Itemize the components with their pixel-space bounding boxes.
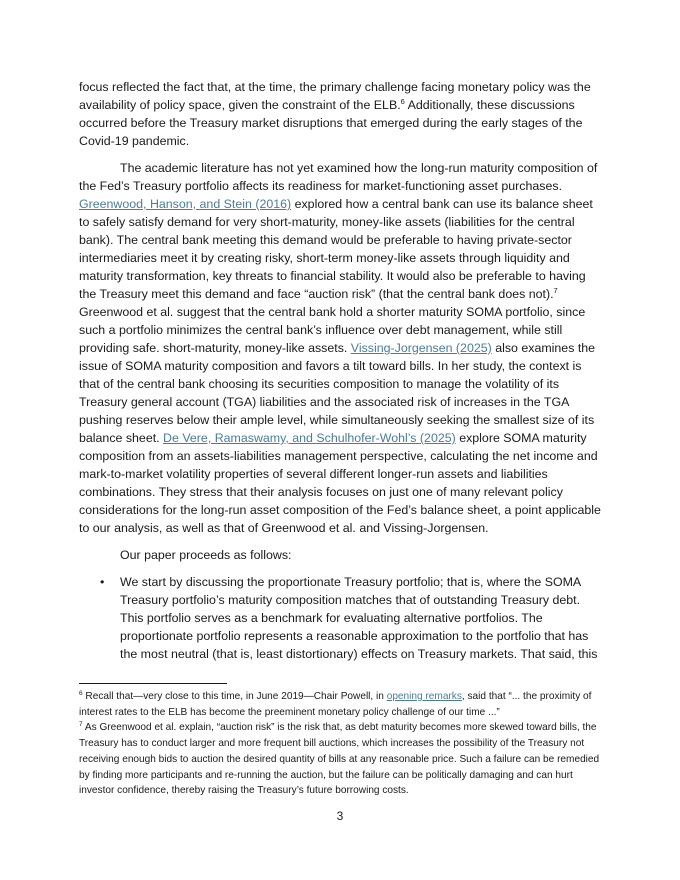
footnote-7 (79, 720, 603, 799)
footnotes (79, 689, 603, 799)
footnote-text: , said that “... the proximity of interest rates to the ELB has become the preeminent monetary policy challenge of our time ...” (79, 691, 592, 718)
page-body (79, 78, 601, 663)
paragraph-text: focus reflected the fact that, at the time, the primary challenge facing monetary policy was the availability of policy space, given the constraint of the ELB. (79, 80, 591, 112)
footnote-text: Recall that—very close to this time, in June 2019—Chair Powell, in (82, 691, 387, 702)
footnote-number: 7 (79, 721, 83, 729)
citation-link-vissing-jorgensen[interactable]: Vissing-Jorgensen (2025) (350, 341, 492, 355)
paragraph-2 (79, 159, 601, 537)
paragraph-text: The academic literature has not yet examined how the long-run maturity composition of the Fed’s Treasury portfolio affects its readiness for market-functioning asset purchases. (79, 161, 598, 193)
list-item-text: We start by discussing the proportionate Treasury portfolio; that is, where the SOMA Treasury portfolio’s maturity composition matches that of outstanding Treasury debt. This portfolio serves as a benchmark for evaluating alternative portfolios. The proportionate portfolio represents a reasonable approximation to the portfolio that has the most neutral (that is, least distortionary) effects on Treasury markets. That said, this (120, 575, 598, 661)
paragraph-text: Additionally, these discussions occurred before the Treasury market disruptions that emerged during the early stages of the Covid-19 pandemic. (79, 98, 583, 148)
citation-link-de-vere-ramaswamy-schulhofer-wohl[interactable]: De Vere, Ramaswamy, and Schulhofer-Wohl’s (2025) (163, 431, 456, 445)
list-item (79, 573, 601, 663)
paragraph-text: explored how a central bank can use its balance sheet to safely satisfy demand for very short-maturity, money-like assets (liabilities for the central bank). The central bank meeting this demand would be preferable to having private-sector intermediaries meet it by creating risky, short-term money-like assets through liquidity and maturity transformation, key threats to financial stability. It would also be preferable to having the Treasury meet this demand and face “auction risk” (that the central bank does not). (79, 197, 593, 301)
footnote-ref-7[interactable]: 7 (553, 286, 558, 295)
bullet-list (79, 573, 601, 663)
paragraph-1 (79, 78, 601, 150)
opening-remarks-link[interactable]: opening remarks (386, 691, 462, 702)
bullet-icon: • (100, 575, 105, 589)
page-number: 3 (336, 809, 344, 823)
citation-link-greenwood-hanson-stein[interactable]: Greenwood, Hanson, and Stein (2016) (79, 197, 292, 211)
footnote-6 (79, 689, 603, 720)
paragraph-3: Our paper proceeds as follows: (120, 548, 292, 562)
paragraph-text: explore SOMA maturity composition from an assets-liabilities management perspective, calculating the net income and mark-to-market volatility properties of several different longer-run assets and liabilities combinations. They stress that their analysis focuses on just one of many relevant policy considerations for the long-run asset composition of the Fed’s balance sheet, a point applicable to our analysis, as well as that of Greenwood et al. and Vissing-Jorgensen. (79, 431, 601, 535)
footnote-number: 6 (79, 690, 83, 697)
paragraph-text: Greenwood et al. suggest that the central bank hold a shorter maturity SOMA portfolio, since such a portfolio minimizes the central bank’s influence over debt management, while still providing safe. short-maturity, money-like assets. (79, 305, 586, 355)
footnote-ref-6[interactable]: 6 (400, 97, 405, 106)
footnote-text: As Greenwood et al. explain, “auction risk” is the risk that, as debt maturity becomes more skewed toward bills, the Treasury has to conduct larger and more frequent bill auctions, which increases the possibility of the Treasury not receiving enough bids to auction the desired quantity of bills at any reasonable price. Such a failure can be remedied by finding more participants and re-running the auction, but the failure can be politically damaging and can hurt investor confidence, thereby raising the Treasury’s future borrowing costs. (79, 722, 600, 797)
paragraph-text: also examines the issue of SOMA maturity composition and favors a tilt toward bills. In her study, the context is that of the central bank choosing its securities composition to manage the volatility of its Treasury general account (TGA) liabilities and the associated risk of increases in the TGA pushing reserves below their ample level, while simultaneously seeking the smallest size of its balance sheet. (79, 341, 596, 445)
footnote-separator (79, 683, 227, 684)
